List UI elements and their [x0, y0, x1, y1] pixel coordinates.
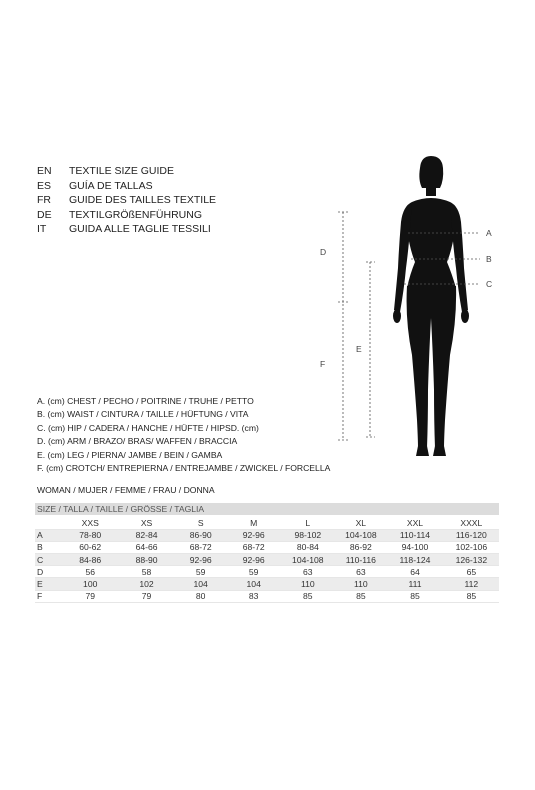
measurement-legend: [37, 395, 330, 475]
label-a: A: [486, 228, 492, 238]
table-cell: 92-96: [227, 529, 280, 541]
table-cell: 102: [119, 578, 174, 590]
legend-item-a: A. (cm) CHEST / PECHO / POITRINE / TRUHE / PETTO: [37, 396, 254, 406]
table-cell: 100: [62, 578, 119, 590]
table-cell: 98-102: [280, 529, 335, 541]
language-code: IT: [37, 223, 47, 236]
title-row-it: [37, 222, 216, 237]
table-cell: 64-66: [119, 541, 174, 553]
table-cell: 80: [174, 590, 227, 602]
woman-silhouette-icon: [393, 156, 469, 456]
title-text: TEXTILGRÖßENFÜHRUNG: [69, 208, 203, 221]
leg-measure-bracket: [366, 262, 375, 437]
table-cell: 116-120: [444, 529, 499, 541]
size-cell: XS: [119, 517, 174, 529]
language-code: ES: [37, 179, 52, 192]
table-row: [35, 529, 499, 541]
legend-item-d: D. (cm) ARM / BRAZO/ BRAS/ WAFFEN / BRACCIA: [37, 436, 238, 447]
table-cell: 94-100: [386, 541, 443, 553]
table-cell: 58: [119, 566, 174, 578]
size-header-band: SIZE / TALLA / TAILLE / GRÖSSE / TAGLIA: [35, 503, 499, 515]
table-cell: 83: [227, 590, 280, 602]
table-cell: 85: [386, 590, 443, 602]
legend-item-b: B. (cm) WAIST / CINTURA / TAILLE / HÜFTUNG / VITA: [37, 409, 249, 420]
title-row-en: [37, 164, 216, 179]
table-cell: 85: [335, 590, 386, 602]
row-label: B: [35, 541, 62, 553]
language-code: EN: [37, 165, 52, 177]
table-cell: 85: [280, 590, 335, 602]
title-text: TEXTILE SIZE GUIDE: [69, 165, 175, 177]
legend-item-c: C. (cm) HIP / CADERA / HANCHE / HÜFTE / HIPSD. (cm): [37, 422, 259, 433]
table-cell: 104-108: [335, 529, 386, 541]
size-guide-titles: [37, 164, 216, 237]
table-cell: 92-96: [227, 554, 280, 566]
label-c: C: [486, 279, 493, 289]
table-cell: 110-116: [335, 554, 386, 566]
label-e: E: [356, 344, 362, 354]
table-row: [35, 554, 499, 566]
table-cell: 110: [335, 578, 386, 590]
table-cell: 79: [119, 590, 174, 602]
arm-crotch-measure-bracket: [338, 212, 348, 440]
title-row-de: [37, 208, 216, 223]
title-text: GUÍA DE TALLAS: [69, 179, 153, 192]
row-label: A: [35, 529, 62, 541]
table-cell: 110: [280, 578, 335, 590]
empty-cell: [35, 517, 62, 529]
table-cell: 63: [280, 566, 335, 578]
table-row: [35, 566, 499, 578]
size-cell: XXXL: [444, 517, 499, 529]
table-cell: 104: [227, 578, 280, 590]
table-cell: 92-96: [174, 554, 227, 566]
table-cell: 102-106: [444, 541, 499, 553]
table-cell: 65: [444, 566, 499, 578]
table-cell: 104-108: [280, 554, 335, 566]
table-cell: 110-114: [386, 529, 443, 541]
table-row: [35, 590, 499, 602]
language-code: FR: [37, 194, 51, 207]
table-cell: 82-84: [119, 529, 174, 541]
table-cell: 80-84: [280, 541, 335, 553]
label-f: F: [320, 359, 326, 369]
row-label: E: [35, 578, 62, 590]
table-cell: 60-62: [62, 541, 119, 553]
table-cell: 86-90: [174, 529, 227, 541]
title-text: GUIDE DES TAILLES TEXTILE: [69, 194, 217, 207]
table-cell: 68-72: [227, 541, 280, 553]
title-text: GUIDA ALLE TAGLIE TESSILI: [69, 223, 211, 236]
table-cell: 88-90: [119, 554, 174, 566]
size-cell: S: [174, 517, 227, 529]
table-row: [35, 578, 499, 590]
table-cell: 126-132: [444, 554, 499, 566]
woman-section-label: WOMAN / MUJER / FEMME / FRAU / DONNA: [37, 485, 215, 495]
table-cell: 79: [62, 590, 119, 602]
size-cell: XL: [335, 517, 386, 529]
title-row-es: [37, 179, 216, 194]
size-names-row: [35, 517, 499, 529]
title-row-fr: [37, 193, 216, 208]
table-cell: 111: [386, 578, 443, 590]
table-row: [35, 541, 499, 553]
table-cell: 78-80: [62, 529, 119, 541]
table-cell: 84-86: [62, 554, 119, 566]
size-cell: XXL: [386, 517, 443, 529]
size-cell: XXS: [62, 517, 119, 529]
size-cell: L: [280, 517, 335, 529]
size-table: [35, 517, 499, 603]
label-d: D: [320, 247, 327, 257]
legend-item-f: F. (cm) CROTCH/ ENTREPIERNA / ENTREJAMBE / ZWICKEL / FORCELLA: [37, 463, 331, 474]
table-cell: 112: [444, 578, 499, 590]
table-cell: 118-124: [386, 554, 443, 566]
table-cell: 59: [174, 566, 227, 578]
row-label: D: [35, 566, 62, 578]
label-b: B: [486, 254, 492, 264]
row-label: F: [35, 590, 62, 602]
table-cell: 86-92: [335, 541, 386, 553]
language-code: DE: [37, 208, 52, 221]
table-cell: 104: [174, 578, 227, 590]
size-cell: M: [227, 517, 280, 529]
table-cell: 64: [386, 566, 443, 578]
table-cell: 63: [335, 566, 386, 578]
table-cell: 56: [62, 566, 119, 578]
table-cell: 85: [444, 590, 499, 602]
legend-item-e: E. (cm) LEG / PIERNA/ JAMBE / BEIN / GAMBA: [37, 449, 223, 460]
row-label: C: [35, 554, 62, 566]
table-cell: 68-72: [174, 541, 227, 553]
table-cell: 59: [227, 566, 280, 578]
